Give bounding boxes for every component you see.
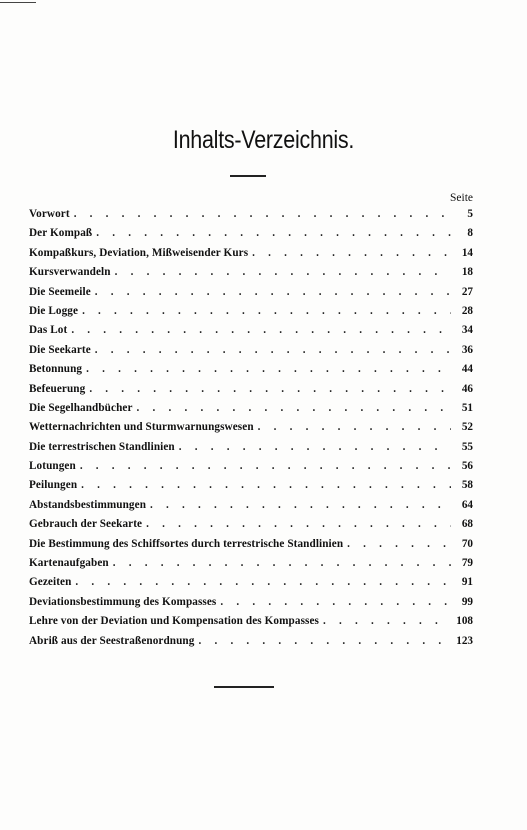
toc-entry-page: 5 [467, 208, 473, 220]
toc-entry-label: Kompaßkurs, Deviation, Mißweisender Kurs [29, 246, 249, 259]
toc-entry-label: Deviationsbestimmung des Kompasses [29, 595, 217, 608]
dot-leader [113, 554, 451, 573]
dot-leader [74, 205, 451, 224]
toc-entry-label: Kursverwandeln [29, 266, 111, 279]
toc-entry-label: Der Kompaß [29, 227, 93, 240]
toc-entry [29, 418, 473, 437]
toc-entry [29, 205, 473, 224]
toc-entry [29, 244, 473, 263]
toc-entry-label: Abriß aus der Seestraßenordnung [29, 634, 195, 647]
toc-entry-page: 44 [461, 363, 473, 376]
dot-leader [137, 399, 451, 418]
toc-entry [29, 515, 473, 534]
toc-entry-page: 108 [456, 615, 473, 628]
toc-entry-page: 58 [461, 479, 473, 492]
toc-entry [29, 535, 473, 554]
dot-leader [86, 360, 451, 379]
toc-entry [29, 302, 473, 321]
toc-entry-page: 34 [461, 324, 473, 337]
toc-entry-page: 8 [467, 227, 473, 240]
bottom-divider [214, 686, 274, 688]
toc-entry-page: 68 [461, 518, 473, 531]
dot-leader [220, 593, 451, 612]
dot-leader [95, 341, 451, 360]
page-title: Inhalts-Verzeichnis. [172, 126, 355, 154]
toc-entry-label: Vorwort [29, 208, 70, 220]
toc-entry-page: 123 [456, 634, 473, 647]
toc-entry-label: Lotungen [29, 460, 76, 473]
toc-entry [29, 341, 473, 360]
toc-entry-page: 18 [461, 266, 473, 279]
title-divider [230, 175, 266, 177]
toc-entry [29, 554, 473, 573]
toc-entry [29, 496, 473, 515]
toc-entry-label: Peilungen [29, 479, 78, 492]
dot-leader [146, 515, 451, 534]
toc-entry-page: 36 [461, 343, 473, 356]
toc-entry-label: Gezeiten [29, 576, 72, 589]
toc-entry-label: Die Seemeile [29, 285, 91, 298]
toc-entry [29, 380, 473, 399]
toc-entry-label: Lehre von der Deviation und Kompensation des Kompasses [29, 615, 319, 628]
toc-entry [29, 593, 473, 612]
toc-entry-page: 79 [461, 557, 473, 570]
toc-entry-page: 14 [461, 246, 473, 259]
dot-leader [96, 224, 451, 243]
dot-leader [323, 612, 451, 631]
toc-entry-page: 70 [461, 537, 473, 550]
toc-entry [29, 457, 473, 476]
dot-leader [89, 380, 451, 399]
dot-leader [252, 244, 451, 263]
toc-entry [29, 438, 473, 457]
toc-entry-page: 64 [461, 498, 473, 511]
toc-entry [29, 573, 473, 592]
dot-leader [82, 302, 451, 321]
dot-leader [115, 263, 451, 282]
table-of-contents [29, 205, 473, 651]
toc-entry [29, 632, 473, 651]
toc-entry-page: 91 [461, 576, 473, 589]
toc-entry-label: Die Segelhandbücher [29, 401, 133, 414]
toc-entry-label: Die Seekarte [29, 343, 91, 356]
page-column-header: Seite [450, 192, 473, 204]
toc-entry [29, 263, 473, 282]
scan-edge-mark [0, 2, 36, 3]
toc-entry-label: Die Bestimmung des Schiffsortes durch terrestrische Standlinien [29, 537, 344, 550]
toc-entry-page: 28 [461, 304, 473, 317]
toc-entry-label: Betonnung [29, 363, 83, 376]
toc-entry-page: 52 [461, 421, 473, 434]
toc-entry [29, 224, 473, 243]
toc-entry-label: Wetternachrichten und Sturmwarnungswesen [29, 421, 254, 434]
toc-entry [29, 399, 473, 418]
toc-entry-page: 46 [461, 382, 473, 395]
toc-entry-label: Befeuerung [29, 382, 86, 395]
dot-leader [179, 438, 451, 457]
toc-entry [29, 360, 473, 379]
toc-entry [29, 321, 473, 340]
toc-entry-page: 56 [461, 460, 473, 473]
dot-leader [95, 283, 451, 302]
toc-entry-label: Gebrauch der Seekarte [29, 518, 143, 531]
toc-entry-page: 99 [461, 595, 473, 608]
dot-leader [150, 496, 451, 515]
toc-entry-label: Die Logge [29, 304, 79, 317]
toc-entry-page: 51 [461, 401, 473, 414]
toc-entry-label: Die terrestrischen Standlinien [29, 440, 175, 453]
toc-entry-label: Abstandsbestimmungen [29, 498, 147, 511]
toc-entry-label: Das Lot [29, 324, 68, 337]
dot-leader [81, 476, 451, 495]
dot-leader [347, 535, 451, 554]
dot-leader [75, 573, 451, 592]
toc-entry [29, 476, 473, 495]
dot-leader [71, 321, 451, 340]
dot-leader [258, 418, 451, 437]
toc-entry [29, 283, 473, 302]
dot-leader [80, 457, 451, 476]
toc-entry-page: 27 [461, 285, 473, 298]
toc-entry-label: Kartenaufgaben [29, 557, 109, 570]
toc-entry [29, 612, 473, 631]
toc-entry-page: 55 [461, 440, 473, 453]
dot-leader [198, 632, 451, 651]
